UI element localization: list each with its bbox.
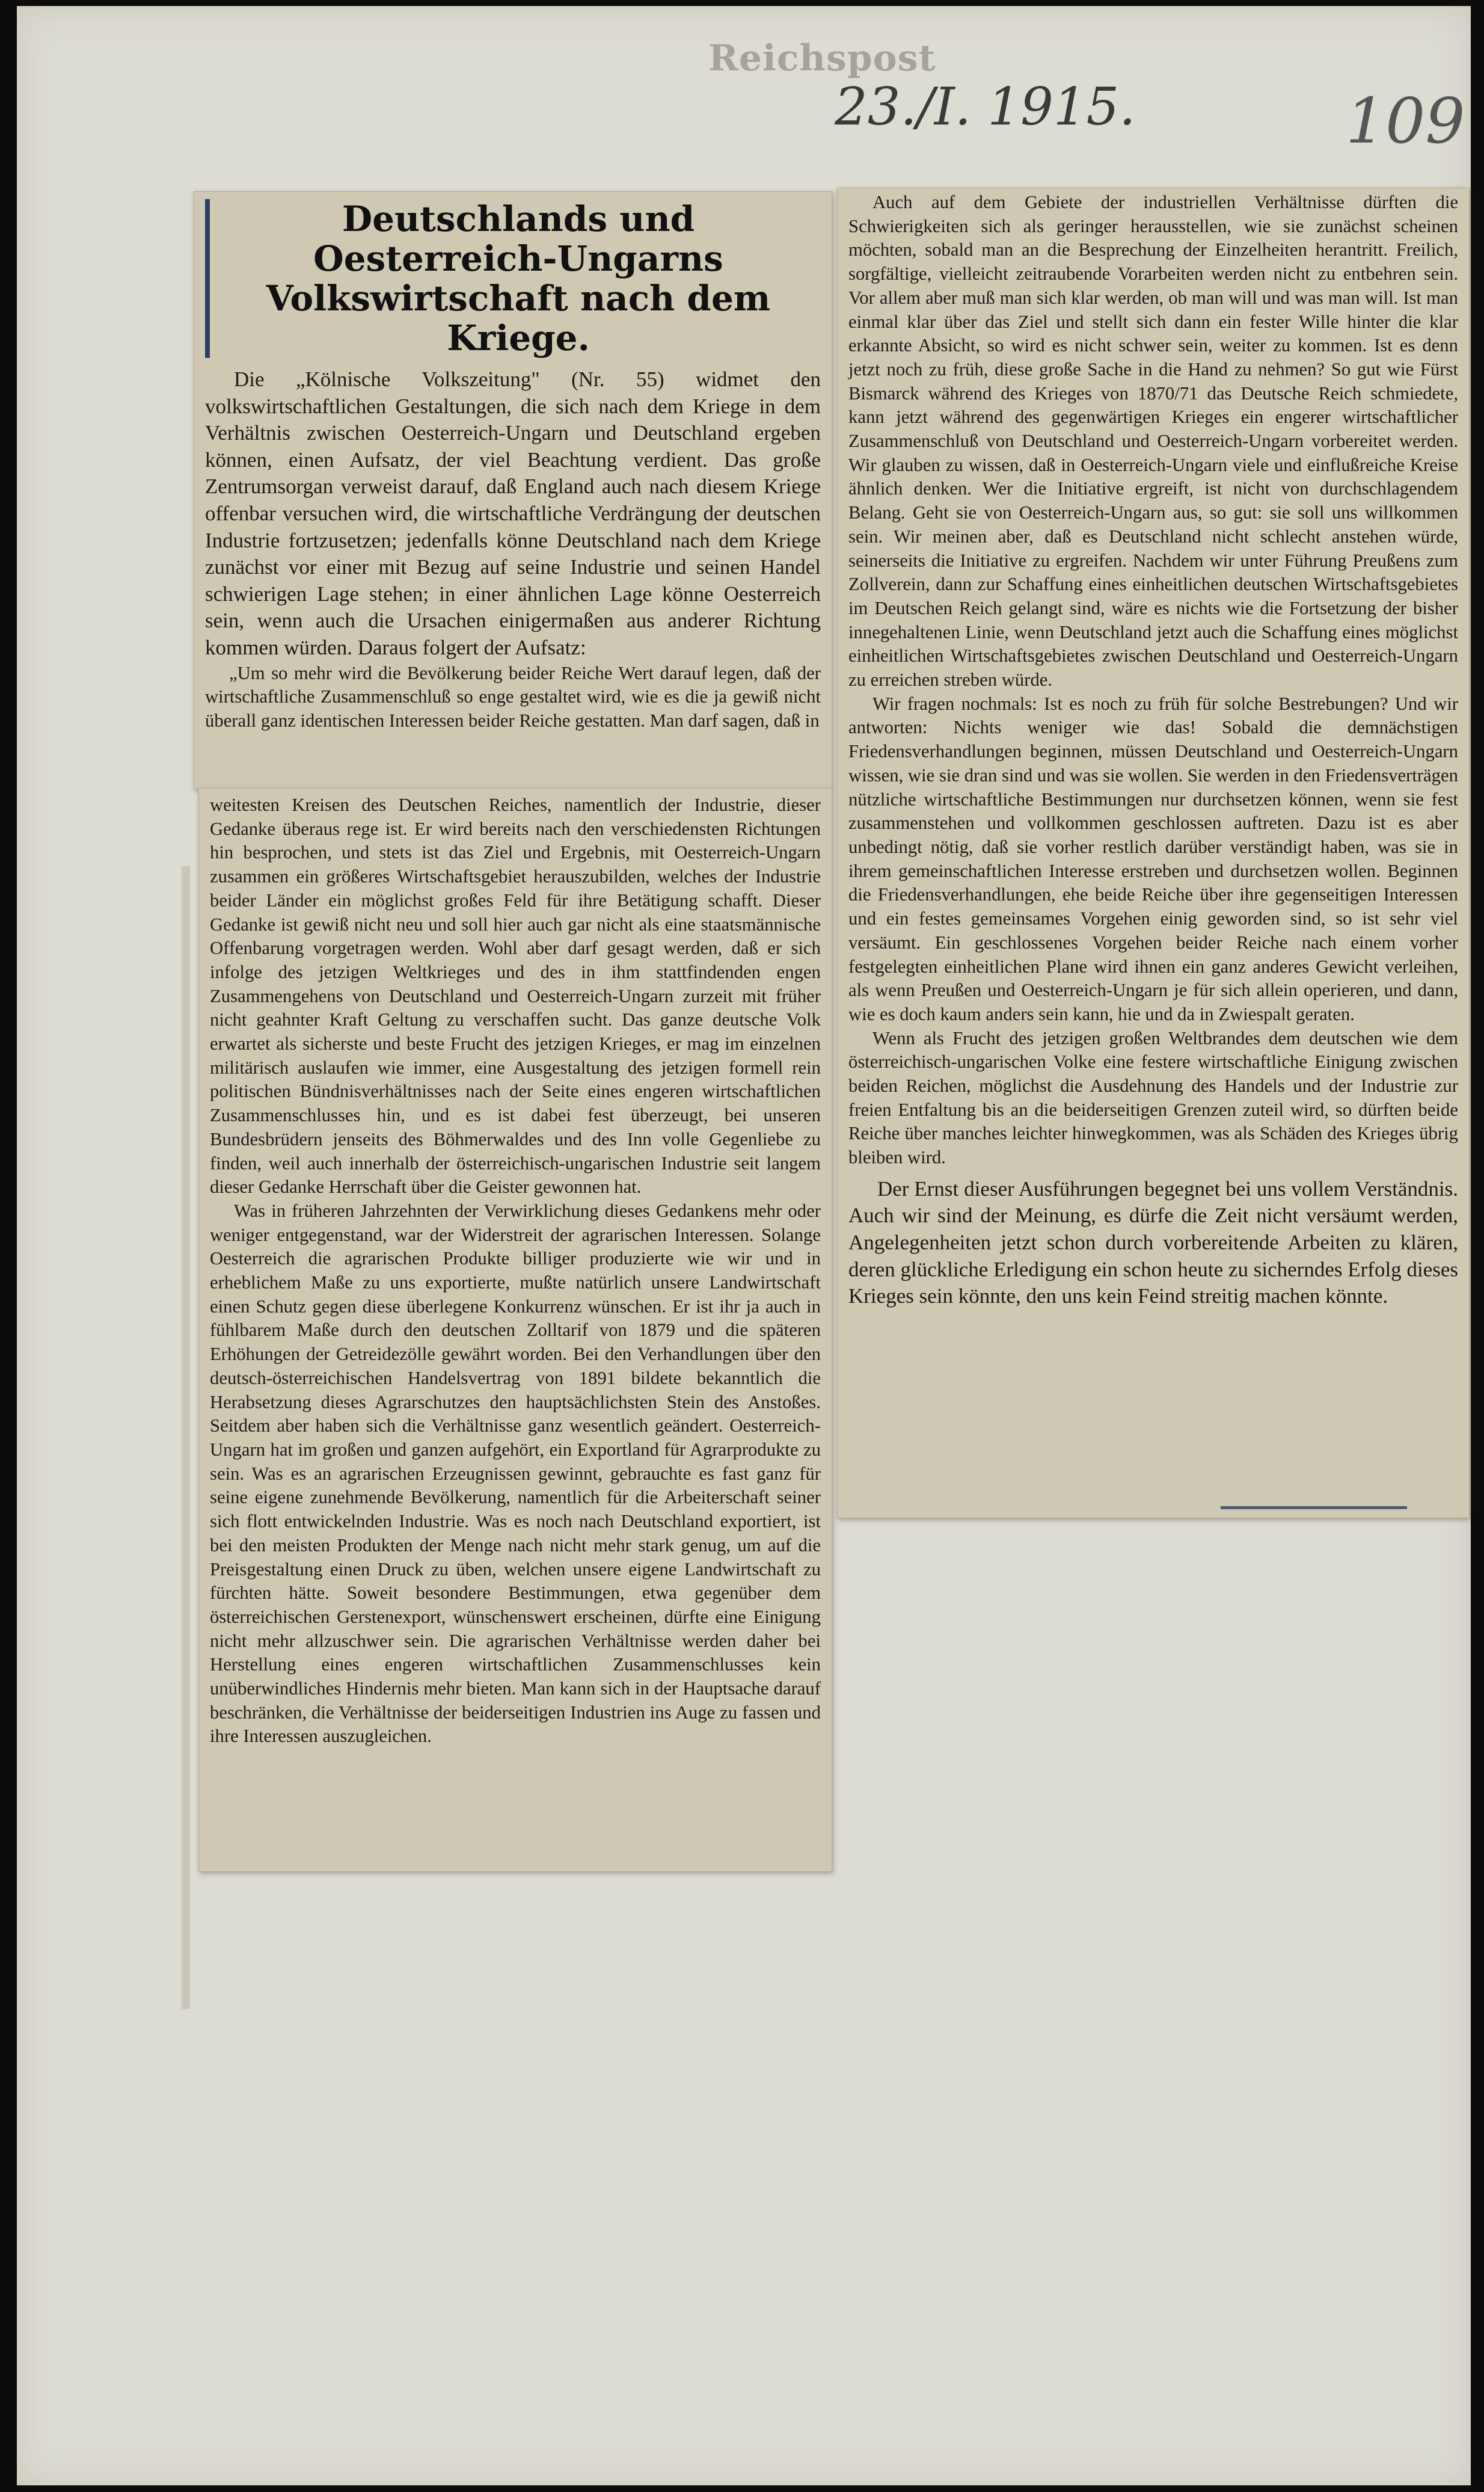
- clipping-part-2: [198, 788, 832, 1872]
- article-paragraph: Auch auf dem Gebiete der industriellen Verhältnisse dürften die Schwierigkeiten sich als geringer herausstellen, wie sie zunächst scheinen möchten, sobald man an die Besprechung der Einzelheiten herantritt. Freilich, sorgfältige, vielleicht zeitraubende Vorarbeiten werden nicht zu entbehren sein. Vor allem aber muß man sich klar werden, ob man will und was man will. Ist man einmal klar über das Ziel und stellt sich dann ein fester Wille hinter die klar erkannte Absicht, so wird es nicht schwer sein, weiter zu kommen. Ist es denn jetzt noch zu früh, diese große Sache in die Hand zu nehmen? So gut wie Fürst Bismarck während des Krieges von 1870/71 das Deutsche Reich schmiedete, kann jetzt während des gegenwärtigen Krieges ein engerer wirtschaftlicher Zusammenschluß von Deutschland und Oesterreich-Ungarn vorbereitet werden. Wir glauben zu wissen, daß in Oesterreich-Ungarn viele und einflußreiche Kreise ähnlich denken. Wer die Initiative ergreift, ist nicht von durchschlagendem Belang. Geht sie von Oesterreich-Ungarn aus, so gut: sie soll uns willkommen sein. Wir meinen aber, daß es Deutschland nicht schlecht anstehen würde, seinerseits die Initiative zu ergreifen. Nachdem wir unter Führung Preußens zum Zollverein, dann zur Schaffung eines einheitlichen deutschen Wirtschaftsgebietes im Deutschen Reich gelangt sind, wäre es nichts wie die Fortsetzung der bisher innegehaltenen Linie, wenn Deutschland jetzt auch die Schaffung eines möglichst einheitlichen Wirtschaftsgebietes zwischen Deutschland und Oesterreich-Ungarn zu erreichen streben würde.: [848, 192, 1458, 691]
- folio-number: 109: [1346, 84, 1465, 158]
- clipping-part-1: [194, 191, 832, 789]
- end-rule: [1221, 1506, 1407, 1509]
- clipping-part-3: [837, 188, 1470, 1518]
- handwritten-date: 23./I. 1915.: [835, 77, 1136, 137]
- mounting-strip: [182, 866, 190, 2009]
- article-paragraph: Was in früheren Jahrzehnten der Verwirklichung dieses Gedankens mehr oder weniger entgegenstand, war der Widerstreit der agrarischen Interessen. Solange Oesterreich die agrarischen Produkte billiger produzierte wie wir und in erheblichem Maße zu uns exportierte, mußte natürlich unsere Landwirtschaft einen Schutz gegen diese überlegene Konkurrenz wünschen. Er ist ihr ja auch in fühlbarem Maße durch den deutschen Zolltarif von 1879 und die späteren Erhöhungen der Getreidezölle gewährt worden. Bei den Verhandlungen über den deutsch-österreichischen Handelsvertrag von 1891 bildete bekanntlich die Herabsetzung dieses Agrarschutzes den hauptsächlichsten Stein des Anstoßes. Seitdem aber haben sich die Verhältnisse ganz wesentlich geändert. Oesterreich-Ungarn hat im großen und ganzen aufgehört, ein Exportland für Agrarprodukte zu sein. Was es an agrarischen Erzeugnissen gewinnt, gebrauchte es fast ganz für seine eigene zunehmende Bevölkerung, namentlich für die Arbeiterschaft seiner sich flott entwickelnden Industrie. Was es noch nach Deutschland exportiert, ist bei den meisten Produkten der Menge nach nicht mehr stark genug, um auf die Preisgestaltung einen Druck zu üben, welchen unsere eigene Landwirtschaft zu fürchten hätte. Soweit besondere Bestimmungen, etwa gegenüber dem österreichischen Gerstenexport, wünschenswert erscheinen, dürfte eine Einigung nicht mehr allzuschwer sein. Die agrarischen Verhältnisse werden daher bei Herstellung eines engeren wirtschaftlichen Zusammenschlusses kein unüberwindliches Hindernis mehr bieten. Man kann sich in der Hauptsache darauf beschränken, die Verhältnisse der beiderseitigen Industrien ins Auge zu fassen und ihre Interessen auszugleichen.: [210, 1200, 821, 1747]
- article-paragraph: Wenn als Frucht des jetzigen großen Weltbrandes dem deutschen wie dem österreichisch-ungarischen Volke eine festere wirtschaftliche Einigung zwischen beiden Reichen, möglichst die Ausdehnung des Handels und der Industrie zur freien Entfaltung bis an die beiderseitigen Grenzen zuteil wird, so dürften beide Reiche über manches leichter hinwegkommen, was als Schäden des Krieges übrig bleiben wird.: [848, 1027, 1458, 1168]
- article-paragraph: weitesten Kreisen des Deutschen Reiches, namentlich der Industrie, dieser Gedanke überaus rege ist. Er wird bereits nach den verschiedensten Richtungen hin besprochen, und stets ist das Ziel und Ergebnis, mit Oesterreich-Ungarn zusammen ein größeres Wirtschaftsgebiet herauszubilden, welches der Industrie beider Länder ein möglichst großes Feld für ihre Betätigung schafft. Dieser Gedanke ist gewiß nicht neu und soll hier auch gar nicht als eine staatsmännische Offenbarung vorgetragen werden. Wohl aber darf gesagt werden, daß er sich infolge des jetzigen Weltkrieges und des in ihm stattfindenden engen Zusammengehens von Deutschland und Oesterreich-Ungarn zurzeit mit früher nicht geahnter Kraft Geltung zu verschaffen sucht. Das ganze deutsche Volk erwartet als sicherste und beste Frucht des jetzigen Krieges, er mag im einzelnen militärisch auslaufen wie immer, eine Ausgestaltung des jetzigen formell rein politischen Bündnisverhältnisses nach der Seite eines engeren wirtschaftlichen Zusammenschlusses hin, und es ist dabei fest überzeugt, bei unseren Bundesbrüdern jenseits des Böhmerwaldes und des Inn volle Gegenliebe zu finden, weil auch innerhalb der österreichisch-ungarischen Industrie seit langem dieser Gedanke Herrschaft über die Geister gewonnen hat.: [210, 795, 821, 1198]
- article-paragraph: Wir fragen nochmals: Ist es noch zu früh für solche Bestrebungen? Und wir antworten: Nichts weniger wie das! Sobald die demnächstigen Friedensverhandlungen beginnen, müssen Deutschland und Oesterreich-Ungarn wissen, wie sie dran sind und was sie wollen. Sie werden in den Friedensverträgen nützliche wirtschaftliche Bestimmungen nur durchsetzen können, wenn sie fest zusammenstehen und vollkommen geschlossen auftreten. Dazu ist es aber unbedingt nötig, daß sie vorher restlich darüber verständigt haben, was sie in ihrem gemeinschaftlichen Interesse erstreben und durchsetzen wollen. Beginnen die Friedensverhandlungen, ehe beide Reiche über ihre gegenseitigen Interessen und ein festes gemeinsames Vorgehen einig geworden sind, so ist sehr viel versäumt. Ein geschlossenes Vorgehen beider Reiche nach einem vorher festgelegten einheitlichen Plane wird ihnen ein ganz anderes Gewicht verleihen, als wenn Preußen und Oesterreich-Ungarn je für sich allein operieren, und dann, wie es doch kaum anders sein kann, hie und da in Zwiespalt geraten.: [848, 693, 1458, 1024]
- editorial-comment: Der Ernst dieser Ausführungen begegnet bei uns vollem Verständnis. Auch wir sind der Meinung, es dürfe die Zeit nicht versäumt werden, Angelegenheiten jetzt schon durch vorbereitende Arbeiten zu klären, deren glückliche Erledigung ein schon heute zu sicherndes Erfolg dieses Krieges sein könnte, den uns kein Feind streitig machen könnte.: [848, 1177, 1458, 1308]
- article-quote: „Um so mehr wird die Bevölkerung beider Reiche Wert darauf legen, daß der wirtschaftliche Zusammenschluß so enge gestaltet wird, wie es die ja gewiß nicht überall ganz identischen Interessen beider Reiche gestatten. Man darf sagen, daß in: [205, 662, 821, 731]
- article-paragraph: Die „Kölnische Volkszeitung" (Nr. 55) widmet den volkswirtschaftlichen Gestaltungen, die sich nach dem Kriege in dem Verhältnis zwischen Oesterreich-Ungarn und Deutschland ergeben können, einen Aufsatz, der viel Beachtung verdient. Das große Zentrumsorgan verweist darauf, daß England auch nach diesem Kriege offenbar versuchen wird, die wirtschaftliche Verdrängung der deutschen Industrie fortzusetzen; jedenfalls könne Deutschland nach dem Kriege zunächst vor einer mit Bezug auf seine Industrie und seinen Handel schwierigen Lage stehen; in einer ähnlichen Lage könne Oesterreich sein, wenn auch die Ursachen einigermaßen aus anderer Richtung kommen würden. Daraus folgert der Aufsatz:: [205, 368, 821, 659]
- newspaper-stamp: Reichspost: [708, 37, 936, 79]
- article-headline: Deutschlands und Oesterreich-Ungarns Volkswirtschaft nach dem Kriege.: [205, 199, 821, 358]
